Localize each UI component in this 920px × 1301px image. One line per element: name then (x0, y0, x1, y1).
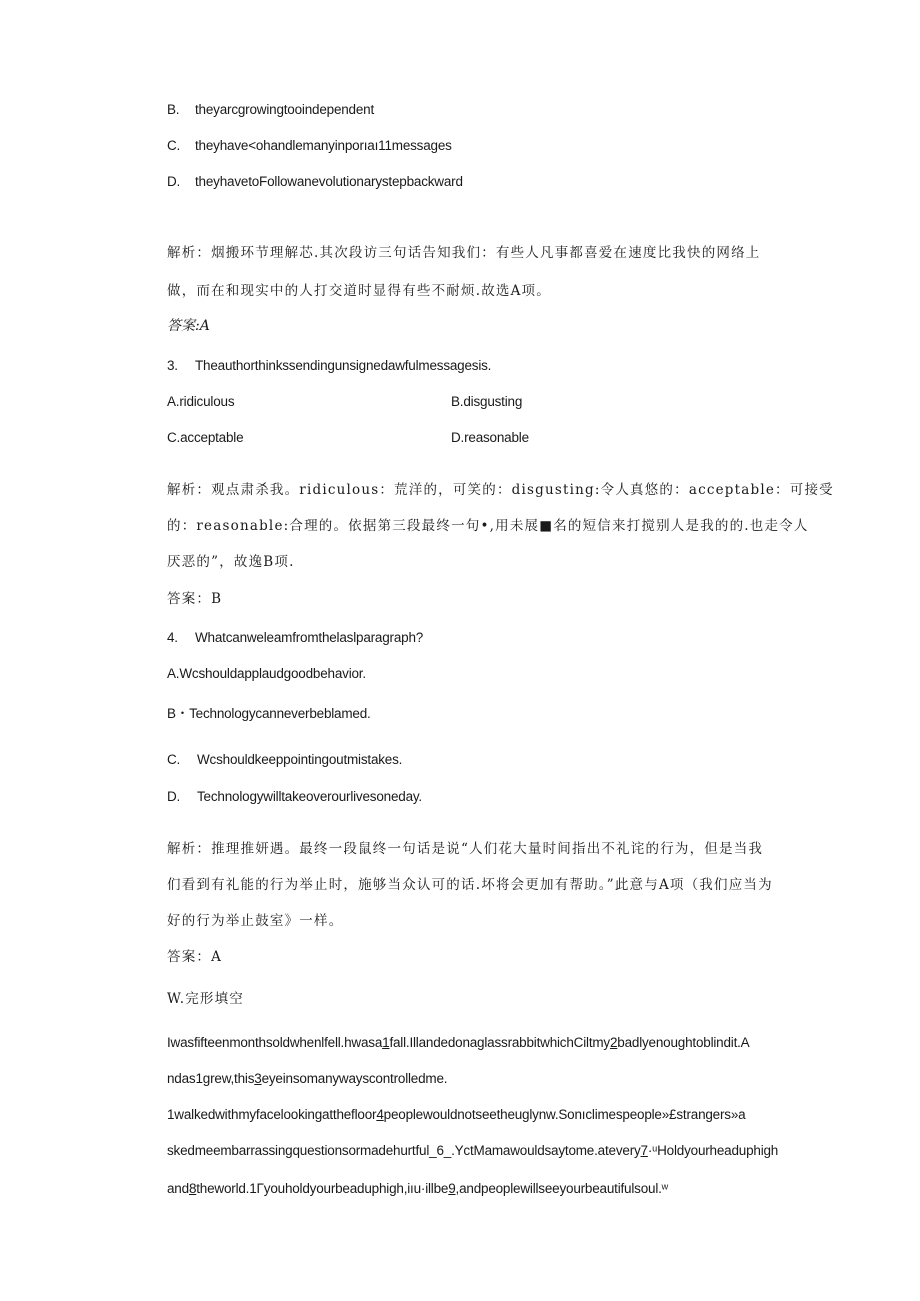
cloze-p1-line-2 (167, 1070, 447, 1088)
cloze-text: ·ᵘHoldyourheaduphigh (647, 1143, 779, 1158)
cloze-blank-7: 7 (640, 1143, 648, 1158)
option-text: Technologywilltakeoverourlivesoneday. (197, 789, 422, 804)
question-number: 4. (167, 630, 178, 645)
cloze-text: fall.Illandedonaglassrabbitwhich (389, 1035, 574, 1050)
cloze-text: skedmeembarrassingquestionsormadehurtful_6_.YctMamawouldsaytome.atevery (167, 1143, 641, 1158)
cloze-text: and (167, 1181, 189, 1196)
q4-question (167, 629, 423, 647)
cloze-text: eyeinsomanywayscontrolledme. (261, 1071, 448, 1086)
question-text: Whatcanweleamfromthelaslparagraph? (195, 630, 424, 645)
option-text: Wcshouldkeeppointingoutmistakes. (197, 752, 403, 767)
q3-option-b: B.disgusting (451, 394, 523, 409)
q4-analysis-line-3: 好的行为举止鼓室》一样。 (167, 913, 344, 929)
cloze-blank-8: 8 (188, 1181, 197, 1196)
q2-analysis-line-1: 解析：烟搬环节理解芯.其次段访三句话告知我们：有些人凡事都喜爱在速度比我快的网络上 (167, 245, 761, 261)
q3-analysis-line-1: 解析：观点肃杀我。ridiculous：荒洋的，可笑的：disgusting:令人真悠的：acceptable：可接受 (167, 482, 834, 498)
q3-question (167, 357, 491, 375)
section-title: W.完形填空 (167, 991, 245, 1007)
q3-analysis-line-2: 的：reasonable:合理的。依据第三段最终一句•,用未展■名的短信来打搅别人是我的的.也走令人 (167, 518, 809, 534)
q4-analysis-line-2: 们看到有礼能的行为举止时，施够当众认可的话.坏将会更加有帮助。”此意与A项（我们应当为 (167, 877, 773, 893)
option-text: theyarcgrowingtooindependent (195, 102, 375, 117)
cloze-text: badlyenoughtoblindit.A (617, 1035, 750, 1050)
q4-option-b: B・Technologycanneverbeblamed. (167, 706, 371, 721)
cloze-blank-1: 1 (382, 1035, 390, 1050)
option-letter: D. (167, 174, 181, 189)
option-letter: D. (167, 789, 181, 804)
cloze-text: ,andpeoplewillseeyourbeautifulsoul.ʷ (455, 1181, 668, 1196)
cloze-p2-line-3 (167, 1180, 668, 1198)
option-letter: C. (167, 138, 181, 153)
q3-option-c: C.acceptable (167, 430, 244, 445)
q4-answer: 答案：A (167, 949, 223, 965)
q4-option-d (167, 788, 422, 806)
cloze-blank-3: 3 (254, 1071, 262, 1086)
option-text: theyhave<ohandlemanyinporıaı11messages (195, 138, 452, 153)
cloze-blank-2: 2 (609, 1035, 618, 1050)
q2-option-d (167, 173, 463, 191)
cloze-p2-line-1 (167, 1106, 745, 1124)
question-number: 3. (167, 358, 178, 373)
q4-option-a: A.Wcshouldapplaudgoodbehavior. (167, 666, 366, 681)
cloze-text: 1walkedwithmyfacelookingatthefloor (167, 1107, 377, 1122)
option-letter: B. (167, 102, 180, 117)
q4-analysis-line-1: 解析：推理推妍遇。最终一段鼠终一句话是说“人们花大量时间指出不礼诧的行为，但是当我 (167, 841, 764, 857)
cloze-p1-line-1 (167, 1034, 750, 1052)
cloze-text: peoplewouldnotseetheuglynw.Sonıclimespeople»£strangers»a (383, 1107, 746, 1122)
option-letter: C. (167, 752, 181, 767)
q3-analysis-line-3: 厌恶的”，故逸B项. (167, 554, 295, 570)
option-text: theyhavetoFollowanevolutionarystepbackward (195, 174, 463, 189)
q2-analysis-line-2: 做，而在和现实中的人打交道时显得有些不耐烦.故选A项。 (167, 283, 551, 299)
cloze-text: theworld.1Γyouholdyourbeaduphigh,iıu·illbe (196, 1181, 449, 1196)
cloze-text: Iwasfifteenmonthsoldwhenlfell.hwasa (167, 1035, 383, 1050)
question-text: Theauthorthinkssendingunsignedawfulmessagesis. (195, 358, 492, 373)
q3-answer: 答案：B (167, 591, 223, 607)
cloze-text: Ciltmy (573, 1035, 610, 1050)
q3-option-a: A.ridiculous (167, 394, 235, 409)
q2-option-b (167, 101, 374, 119)
q2-answer: 答案:A (167, 318, 210, 334)
q4-option-c (167, 751, 402, 769)
cloze-blank-9: 9 (448, 1181, 456, 1196)
cloze-p2-line-2 (167, 1142, 778, 1160)
q2-option-c (167, 137, 452, 155)
cloze-text: ndas1grew,this (167, 1071, 255, 1086)
cloze-blank-4: 4 (376, 1107, 384, 1122)
q3-option-d: D.reasonable (451, 430, 529, 445)
